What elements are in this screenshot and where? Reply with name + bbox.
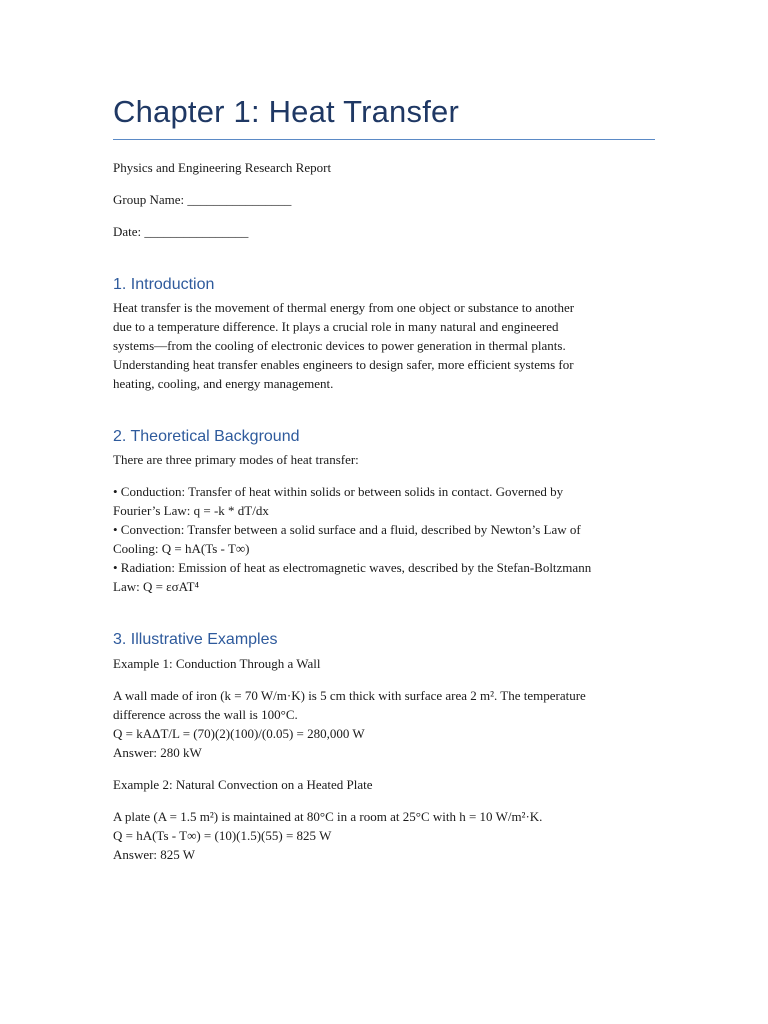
group-name-field: Group Name: ________________	[113, 192, 292, 207]
title-underline	[113, 139, 655, 140]
background-heading: 2. Theoretical Background	[113, 428, 300, 445]
example1-line: Q = kAΔT/L = (70)(2)(100)/(0.05) = 280,000 W	[113, 726, 365, 741]
document-subtitle: Physics and Engineering Research Report	[113, 160, 332, 175]
example2-answer: Answer: 825 W	[113, 847, 196, 862]
document-title: Chapter 1: Heat Transfer	[113, 94, 459, 129]
example1-answer: Answer: 280 kW	[113, 745, 202, 760]
date-field: Date: ________________	[113, 224, 249, 239]
example2-title: Example 2: Natural Convection on a Heated Plate	[113, 777, 373, 792]
convection-bullet: • Convection: Transfer between a solid surface and a fluid, described by Newton’s Law of	[113, 522, 581, 537]
introduction-line: Understanding heat transfer enables engineers to design safer, more efficient systems for	[113, 357, 574, 372]
background-intro: There are three primary modes of heat transfer:	[113, 452, 359, 467]
introduction-heading: 1. Introduction	[113, 276, 215, 293]
example2-line: Q = hA(Ts - T∞) = (10)(1.5)(55) = 825 W	[113, 828, 332, 843]
introduction-line: heating, cooling, and energy management.	[113, 376, 334, 391]
radiation-bullet-cont: Law: Q = εσAT⁴	[113, 579, 200, 594]
radiation-bullet: • Radiation: Emission of heat as electromagnetic waves, described by the Stefan-Boltzmann	[113, 560, 592, 575]
example1-line: difference across the wall is 100°C.	[113, 707, 298, 722]
introduction-line: Heat transfer is the movement of thermal energy from one object or substance to another	[113, 300, 575, 315]
examples-heading: 3. Illustrative Examples	[113, 631, 278, 648]
convection-bullet-cont: Cooling: Q = hA(Ts - T∞)	[113, 541, 250, 556]
example1-line: A wall made of iron (k = 70 W/m·K) is 5 cm thick with surface area 2 m². The temperature	[113, 688, 586, 703]
introduction-line: systems—from the cooling of electronic devices to power generation in thermal plants.	[113, 338, 566, 353]
conduction-bullet: • Conduction: Transfer of heat within solids or between solids in contact. Governed by	[113, 484, 564, 499]
introduction-line: due to a temperature difference. It plays a crucial role in many natural and engineered	[113, 319, 559, 334]
conduction-bullet-cont: Fourier’s Law: q = -k * dT/dx	[113, 503, 269, 518]
example2-line: A plate (A = 1.5 m²) is maintained at 80°C in a room at 25°C with h = 10 W/m²·K.	[113, 809, 543, 824]
example1-title: Example 1: Conduction Through a Wall	[113, 656, 321, 671]
